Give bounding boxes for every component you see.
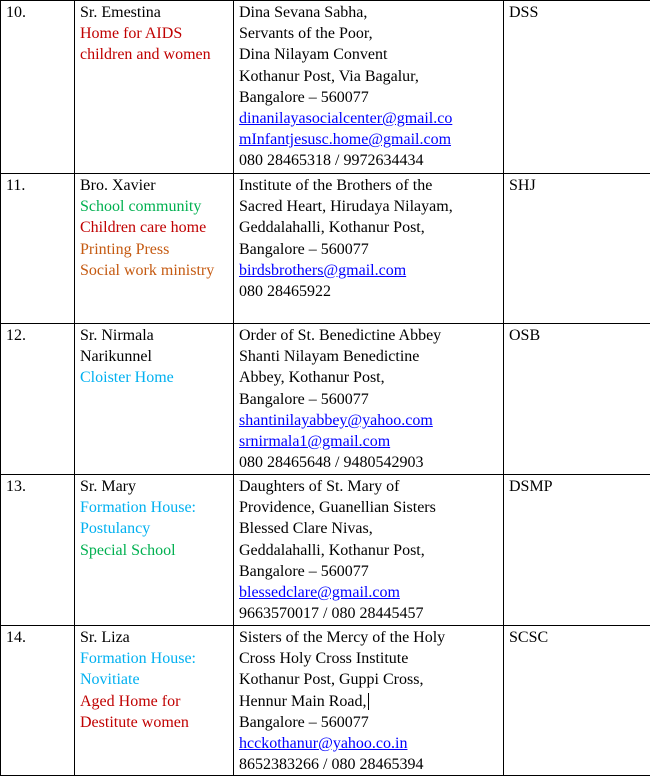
contact-cell — [75, 626, 234, 776]
role-text: Formation House: Novitiate — [80, 648, 229, 690]
address-line: Servants of the Poor, — [239, 23, 499, 44]
address-line: Bangalore – 560077 — [239, 561, 499, 582]
role-text: Children care home — [80, 217, 229, 238]
address-line: Shanti Nilayam Benedictine — [239, 346, 499, 367]
email-link[interactable]: dinanilayasocialcenter@gmail.co — [239, 108, 499, 129]
contact-name: Sr. Liza — [80, 627, 229, 648]
address-line: Abbey, Kothanur Post, — [239, 367, 499, 388]
address-line: Bangalore – 560077 — [239, 87, 499, 108]
table-row — [1, 475, 650, 626]
address-line: Daughters of St. Mary of — [239, 476, 499, 497]
role-text: School community — [80, 196, 229, 217]
address-line: Dina Nilayam Convent — [239, 44, 499, 65]
row-number: 13. — [1, 475, 75, 626]
address-line: Blessed Clare Nivas, — [239, 518, 499, 539]
address-line: Providence, Guanellian Sisters — [239, 497, 499, 518]
congregation-code: OSB — [504, 324, 650, 475]
email-link[interactable]: birdsbrothers@gmail.com — [239, 260, 499, 281]
address-line — [239, 691, 499, 712]
row-number: 12. — [1, 324, 75, 475]
address-line: Geddalahalli, Kothanur Post, — [239, 217, 499, 238]
row-number: 14. — [1, 626, 75, 776]
role-text: Home for AIDS children and women — [80, 23, 229, 65]
address-cell — [234, 475, 504, 626]
address-line: Cross Holy Cross Institute — [239, 648, 499, 669]
email-link[interactable]: blessedclare@gmail.com — [239, 582, 499, 603]
address-line: Sisters of the Mercy of the Holy — [239, 627, 499, 648]
address-line: Sacred Heart, Hirudaya Nilayam, — [239, 196, 499, 217]
table-row — [1, 174, 650, 324]
contact-name: Sr. Emestina — [80, 2, 229, 23]
email-link[interactable]: shantinilayabbey@yahoo.com — [239, 410, 499, 431]
phone-number: 8652383266 / 080 28465394 — [239, 754, 499, 775]
row-number: 11. — [1, 174, 75, 324]
contact-cell — [75, 174, 234, 324]
address-text: Hennur Main Road, — [239, 693, 367, 710]
address-cell — [234, 626, 504, 776]
address-line: Dina Sevana Sabha, — [239, 2, 499, 23]
phone-number: 080 28465648 / 9480542903 — [239, 452, 499, 473]
address-line: Bangalore – 560077 — [239, 389, 499, 410]
contact-name: Sr. Nirmala Narikunnel — [80, 325, 229, 367]
address-line: Order of St. Benedictine Abbey — [239, 325, 499, 346]
role-text: Printing Press — [80, 239, 229, 260]
text-cursor — [368, 693, 369, 710]
contact-name: Bro. Xavier — [80, 175, 229, 196]
address-line: Bangalore – 560077 — [239, 712, 499, 733]
address-line: Kothanur Post, Via Bagalur, — [239, 66, 499, 87]
role-text: Cloister Home — [80, 367, 229, 388]
role-text: Social work ministry — [80, 260, 229, 281]
role-text: Special School — [80, 540, 229, 561]
address-cell — [234, 1, 504, 174]
congregation-code: SHJ — [504, 174, 650, 324]
address-line: Kothanur Post, Guppi Cross, — [239, 669, 499, 690]
email-link[interactable]: hcckothanur@yahoo.co.in — [239, 733, 499, 754]
contact-cell — [75, 324, 234, 475]
phone-number: 080 28465922 — [239, 281, 499, 302]
email-link[interactable]: mInfantjesusc.home@gmail.com — [239, 129, 499, 150]
role-text: Formation House: Postulancy — [80, 497, 229, 539]
congregation-code: DSMP — [504, 475, 650, 626]
congregation-code: SCSC — [504, 626, 650, 776]
contact-cell — [75, 1, 234, 174]
phone-number: 9663570017 / 080 28445457 — [239, 603, 499, 624]
email-link[interactable]: srnirmala1@gmail.com — [239, 431, 499, 452]
table-row — [1, 324, 650, 475]
role-text: Aged Home for Destitute women — [80, 691, 229, 733]
address-line: Institute of the Brothers of the — [239, 175, 499, 196]
table-row — [1, 626, 650, 776]
row-number: 10. — [1, 1, 75, 174]
address-line: Bangalore – 560077 — [239, 239, 499, 260]
address-cell — [234, 174, 504, 324]
address-cell — [234, 324, 504, 475]
contact-cell — [75, 475, 234, 626]
address-line: Geddalahalli, Kothanur Post, — [239, 540, 499, 561]
phone-number: 080 28465318 / 9972634434 — [239, 150, 499, 171]
congregation-code: DSS — [504, 1, 650, 174]
contact-name: Sr. Mary — [80, 476, 229, 497]
table-row — [1, 1, 650, 174]
